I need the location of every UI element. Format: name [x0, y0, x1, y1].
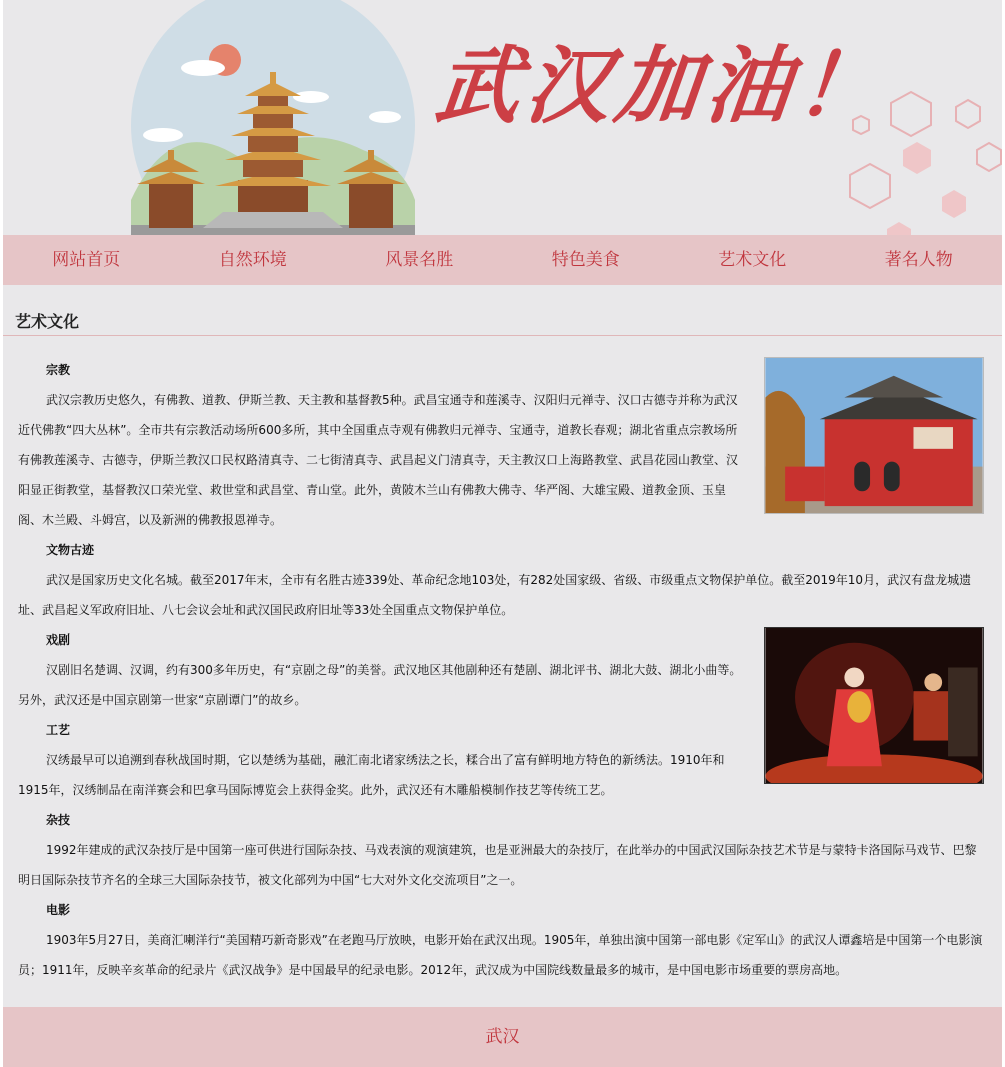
- heading-acrobatics: 杂技: [46, 813, 71, 827]
- heading-film: 电影: [46, 903, 71, 917]
- temple-photo: [764, 357, 984, 514]
- banner: [3, 0, 1002, 235]
- opera-photo: [764, 627, 984, 784]
- article-content: [18, 355, 984, 985]
- text-acrobatics: 1992年建成的武汉杂技厅是中国第一座可供进行国际杂技、马戏表演的观演建筑，也是亚洲最大的杂技厅，在此举办的中国武汉国际杂技艺术节是与蒙特卡洛国际马戏节、巴黎明日国际杂技节齐名的全球三大国际杂技节，被文化部列为中国“七大对外文化交流项目”之一。: [18, 843, 977, 887]
- heading-craft: 工艺: [46, 723, 71, 737]
- text-opera: 汉剧旧名楚调、汉调，约有300多年历史，有“京剧之母”的美誉。武汉地区其他剧种还有楚剧、湖北评书、湖北大鼓、湖北小曲等。另外，武汉还是中国京剧第一世家“京剧谭门”的故乡。: [18, 663, 742, 707]
- nav-item-nature[interactable]: 自然环境: [218, 250, 287, 270]
- nav-item-culture[interactable]: 艺术文化: [718, 250, 787, 270]
- heading-opera: 戏剧: [46, 633, 71, 647]
- cloud-icon: [369, 111, 401, 123]
- heading-religion: 宗教: [46, 363, 71, 377]
- nav-item-food[interactable]: 特色美食: [551, 250, 620, 270]
- footer: 武汉: [3, 1007, 1002, 1067]
- hexagon-decoration-filled: [887, 142, 966, 235]
- text-craft: 汉绣最早可以追溯到春秋战国时期，它以楚绣为基础，融汇南北诸家绣法之长，糅合出了富有鲜明地方特色的新绣法。1910年和1915年，汉绣制品在南洋赛会和巴拿马国际博览会上获得金奖。此外，武汉还有木雕船模制作技艺等传统工艺。: [18, 753, 725, 797]
- nav-item-scenery[interactable]: 风景名胜: [385, 250, 454, 270]
- nav-item-home[interactable]: 网站首页: [52, 250, 121, 270]
- text-religion: 武汉宗教历史悠久，有佛教、道教、伊斯兰教、天主教和基督教5种。武昌宝通寺和莲溪寺、汉阳归元禅寺、汉口古德寺并称为武汉近代佛教“四大丛林”。全市共有宗教活动场所600多所，其中全国重点寺观有佛教归元禅寺、宝通寺，道教长春观；湖北省重点宗教场所有佛教莲溪寺、古德寺，伊斯兰教汉口民权路清真寺、二七街清真寺、武昌起义门清真寺，天主教汉口上海路教堂、武昌花园山教堂、汉阳显正街教堂，基督教汉口荣光堂、救世堂和武昌堂、青山堂。此外，黄陂木兰山有佛教大佛寺、华严阁、大雄宝殿、道教金顶、玉皇阁、木兰殿、斗姆宫，以及新洲的佛教报恩禅寺。: [18, 393, 739, 527]
- nav-item-people[interactable]: 著名人物: [884, 250, 953, 270]
- page: [3, 0, 1002, 1067]
- text-relics: 武汉是国家历史文化名城。截至2017年末，全市有名胜古迹339处、革命纪念地103处，有282处国家级、省级、市级重点文物保护单位。截至2019年10月，武汉有盘龙城遗址、武昌起义军政府旧址、八七会议会址和武汉国民政府旧址等33处全国重点文物保护单位。: [18, 573, 972, 617]
- section-title: 艺术文化: [15, 312, 80, 331]
- text-film: 1903年5月27日，美商汇喇洋行“美国精巧新奇影戏”在老跑马厅放映，电影开始在武汉出现。1905年，单独出演中国第一部电影《定军山》的武汉人谭鑫培是中国第一个电影演员；1911年，反映辛亥革命的纪录片《武汉战争》是中国最早的纪录电影。2012年，武汉成为中国院线数量最多的城市，是中国电影市场重要的票房高地。: [18, 933, 983, 977]
- banner-title: 武汉加油！: [430, 36, 892, 135]
- cloud-icon: [143, 128, 183, 142]
- section-divider: [3, 335, 1002, 336]
- cloud-icon: [181, 60, 225, 76]
- heading-relics: 文物古迹: [46, 543, 95, 557]
- main-nav: [3, 235, 1002, 285]
- cloud-icon: [293, 91, 329, 103]
